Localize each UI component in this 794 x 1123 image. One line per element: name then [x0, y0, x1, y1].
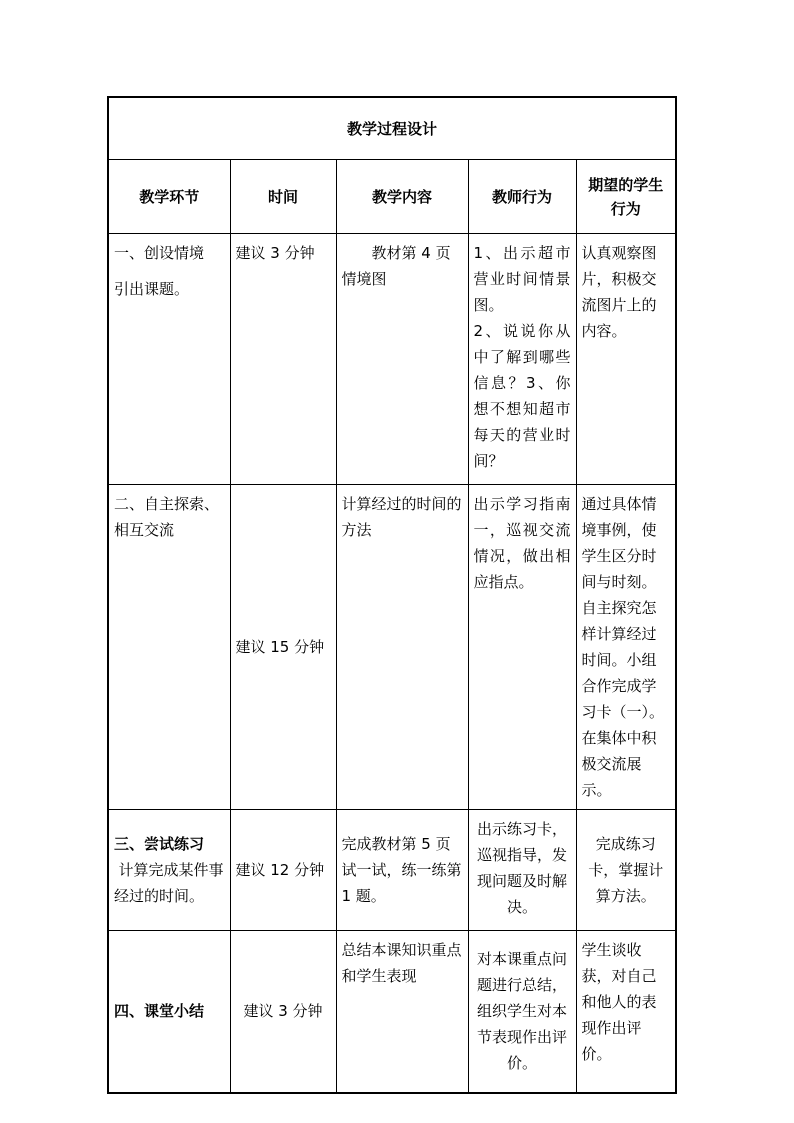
time-cell: 建议 15 分钟 — [230, 485, 336, 810]
student-cell: 通过具体情境事例，使学生区分时间与时刻。自主探究怎样计算经过时间。小组合作完成学习卡（一）。在集体中积极交流展示。 — [576, 485, 676, 810]
table-title-row — [108, 97, 676, 160]
teaching-process-table — [107, 96, 677, 1094]
table-row — [108, 810, 676, 931]
teacher-cell — [468, 485, 576, 810]
teacher-item: 2、说说你从中了解到哪些信息？3、你想不想知超市每天的营业时间？ — [473, 322, 571, 470]
stage-cell — [108, 234, 230, 485]
content-cell: 计算经过的时间的方法 — [336, 485, 468, 810]
stage-title: 一、创设情境 — [114, 244, 205, 262]
content-cell: 教材第 4 页情境图 — [336, 234, 468, 485]
teacher-cell — [468, 931, 576, 1093]
stage-title: 三、尝试练习 — [114, 835, 205, 853]
time-cell: 建议 3 分钟 — [230, 931, 336, 1093]
stage-cell — [108, 485, 230, 810]
time-cell: 建议 12 分钟 — [230, 810, 336, 931]
table-row — [108, 485, 676, 810]
student-cell: 学生谈收获，对自己和他人的表现作出评价。 — [576, 931, 676, 1093]
teacher-cell — [468, 234, 576, 485]
teacher-item: 出示练习卡，巡视指导，发现问题及时解决。 — [476, 820, 567, 916]
time-cell: 建议 3 分钟 — [230, 234, 336, 485]
stage-subtitle: 计算完成某件事经过的时间。 — [114, 861, 224, 905]
stage-title: 四、课堂小结 — [114, 1002, 205, 1021]
teacher-cell — [468, 810, 576, 931]
student-cell: 认真观察图片，积极交流图片上的内容。 — [576, 234, 676, 485]
teacher-item: 对本课重点问题进行总结，组织学生对本节表现作出评价。 — [476, 950, 567, 1073]
table-row — [108, 931, 676, 1093]
stage-subtitle: 引出课题。 — [114, 280, 190, 298]
table-title: 教学过程设计 — [108, 97, 676, 160]
header-time: 时间 — [230, 160, 336, 234]
content-cell: 总结本课知识重点和学生表现 — [336, 931, 468, 1093]
stage-title: 二、自主探索、相互交流 — [114, 495, 220, 539]
stage-cell — [108, 810, 230, 931]
table-row — [108, 234, 676, 485]
header-content: 教学内容 — [336, 160, 468, 234]
student-cell: 完成练习卡，掌握计算方法。 — [576, 810, 676, 931]
header-teacher-behavior: 教师行为 — [468, 160, 576, 234]
teacher-item: 1、出示超市营业时间情景图。 — [473, 244, 571, 314]
table-header-row — [108, 160, 676, 234]
stage-cell — [108, 931, 230, 1093]
header-stage: 教学环节 — [108, 160, 230, 234]
header-student-behavior: 期望的学生行为 — [576, 160, 676, 234]
teacher-item: 出示学习指南一，巡视交流情况，做出相应指点。 — [473, 495, 571, 591]
content-cell: 完成教材第 5 页试一试，练一练第 1 题。 — [336, 810, 468, 931]
